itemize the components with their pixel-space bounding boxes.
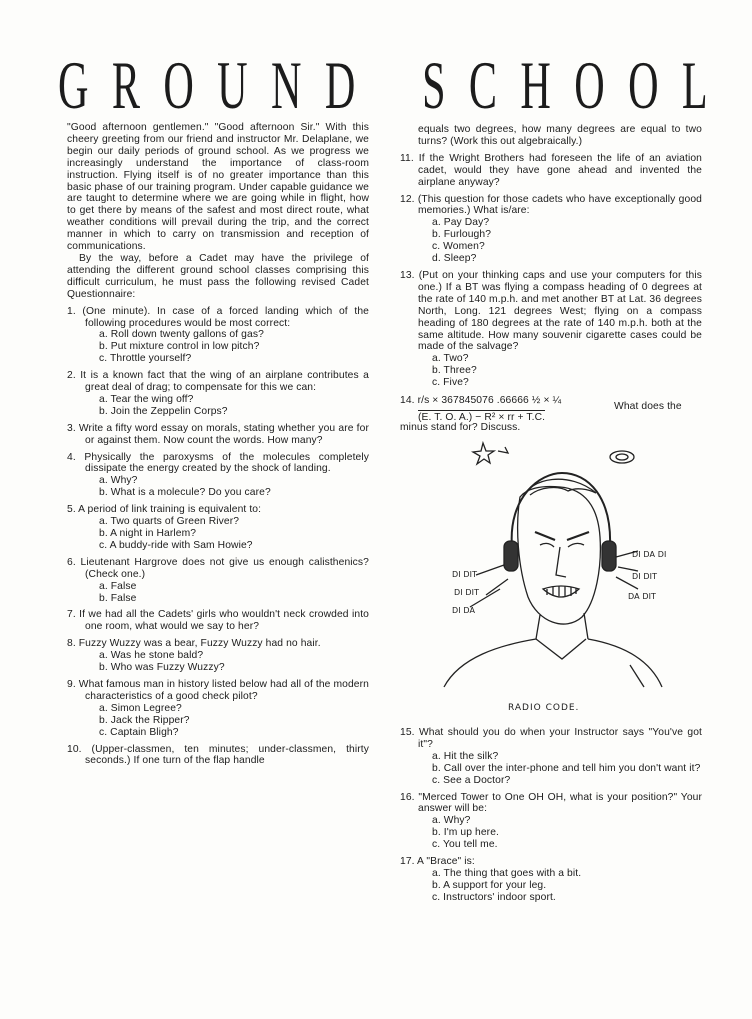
answer-option: d. Sleep? [432,253,477,265]
question-text: 1. (One minute). In case of a forced landing which of the following procedures would be most correct: [67,305,369,329]
title-letter: H [520,47,551,123]
answer-options [67,516,369,552]
question-item [400,194,702,265]
questionnaire-right [400,153,702,389]
question-item [67,504,369,552]
question-item [67,370,369,418]
question-text: 15. What should you do when your Instructor says "You've got it"? [400,727,702,750]
code-label: DI DIT [454,588,480,598]
question-text: 2. It is a known fact that the wing of an airplane contributes a great deal of drag; to compensate for this we can: [67,370,369,394]
code-label: DI DA DI [632,550,667,560]
answer-options [67,329,369,365]
answer-option: b. False [99,592,137,604]
formula-continuation: minus stand for? Discuss. [400,422,521,434]
question-continuation: equals two degrees, how many degrees are equal to two turns? (Work this out algebraically.) [418,124,702,147]
question-item [67,306,369,366]
answer-options [400,217,702,265]
answer-option: b. Three? [432,365,477,377]
answer-option: b. Who was Fuzzy Wuzzy? [99,662,225,674]
answer-option: b. What is a molecule? Do you care? [99,487,271,499]
answer-options [400,353,702,389]
question-item [67,452,369,500]
answer-option: a. Simon Legree? [99,702,182,714]
questionnaire-left [67,306,369,768]
title-letter: D [324,47,356,123]
left-column [67,122,369,767]
answer-option: a. Why? [432,815,471,827]
answer-option: c. Instructors' indoor sport. [432,891,556,903]
answer-option: b. A support for your leg. [432,879,547,891]
answer-options [67,703,369,739]
answer-option: b. Call over the inter-phone and tell him you don't want it? [432,762,701,774]
question-text: 5. A period of link training is equivalent to: [67,504,262,516]
question-item [67,638,369,674]
answer-option: b. Put mixture control in low pitch? [99,341,260,353]
answer-option: c. Captain Bligh? [99,726,179,738]
title-letter: O [628,47,659,123]
right-column [400,124,702,904]
answer-option: a. Two quarts of Green River? [99,516,240,528]
title-letter: S [422,47,446,123]
question-text: 11. If the Wright Brothers had foreseen the life of an aviation cadet, would they have gone ahead and invented the airplane anyway? [400,152,702,188]
answer-option: b. Join the Zeppelin Corps? [99,405,228,417]
question-item [67,744,369,768]
question-text: 9. What famous man in history listed below had all of the modern characteristics of a good check pilot? [67,678,369,702]
answer-options [400,868,702,904]
question-text: 10. (Upper-classmen, ten minutes; under-classmen, thirty seconds.) If one turn of the flap handle [67,743,369,767]
answer-option: a. Why? [99,475,138,487]
title-letter: O [574,47,605,123]
question-text: 8. Fuzzy Wuzzy was a bear, Fuzzy Wuzzy had no hair. [67,638,321,650]
intro-paragraph: "Good afternoon gentlemen." "Good afternoon Sir." With this cheery greeting from our friend and instructor Mr. Delaplane, we begin our daily periods of ground school. As we progress we increasingly understand the importance of class-room instruction. Flying itself is of no greater importance than this basic phase of our training program. Under capable guidance we are taught to determine where we are going while in flight, how to get there by means of the safest and most direct route, what weather conditions will prevail during the trip, and the correct manner in which to carry on transmission and reception of communications. [67,122,369,253]
code-label: DA DIT [628,592,657,602]
answer-option: b. A night in Harlem? [99,528,197,539]
title-letter: G [58,47,89,123]
question-item [400,270,702,389]
question-text: 12. (This question for those cadets who have exceptionally good memories.) What is/are: [400,193,702,217]
questionnaire-right-2 [400,727,702,904]
answer-options [400,751,702,787]
question-item [67,557,369,605]
answer-option: c. Throttle yourself? [99,353,192,365]
answer-option: c. You tell me. [432,839,498,851]
question-item [67,609,369,633]
answer-option: a. Tear the wing off? [99,393,194,405]
question-item [67,679,369,739]
question-item [400,727,702,787]
answer-options [67,650,369,674]
title-letter: C [468,47,498,123]
title-letter: N [271,47,302,123]
formula-denominator: (E. T. O. A.) − R² × rr + T.C. [418,412,546,424]
question-item [400,856,702,904]
question-text: 13. (Put on your thinking caps and use your computers for this one.) If a BT was flying a compass heading of 0 degrees at the rate of 140 m.p.h. and met another BT at Lat. 36 degrees North, Long. 121 degrees West; flying on a compass heading of 180 degrees at the rate of 140 m.p.h. both at the same altitude. How many souvenir cigarette cases could be made of the salvage? [400,269,702,353]
answer-option: a. Was he stone bald? [99,650,204,662]
code-label: DI DIT [452,570,478,580]
answer-option: c. See a Doctor? [432,774,511,786]
intro-paragraph: By the way, before a Cadet may have the privilege of attending the different ground school classes comprising this difficult curriculum, he must pass the following revised Cadet Questionnaire: [67,252,369,300]
formula-tail: What does the [614,401,682,413]
answer-option: c. Women? [432,241,485,253]
answer-options [400,815,702,851]
question-item [400,153,702,189]
answer-option: c. Five? [432,377,469,389]
question-text: 3. Write a fifty word essay on morals, stating whether you are for or against them. Now count the words. How many? [67,422,369,446]
question-item [67,423,369,447]
answer-option: a. Hit the silk? [432,750,499,762]
question-text: 16. "Merced Tower to One OH OH, what is your position?" Your answer will be: [400,791,702,815]
answer-option: b. I'm up here. [432,827,499,839]
answer-option: a. The thing that goes with a bit. [432,868,582,879]
answer-options [67,475,369,499]
answer-option: a. Pay Day? [432,217,490,229]
formula-numerator: 14. r/s × 367845076 .66666 ½ × ¼ [400,395,562,407]
figure-caption: RADIO CODE. [508,703,580,714]
title-letter: O [163,47,194,123]
question-text: 4. Physically the paroxysms of the molecules completely dissipate the energy created by the shock of landing. [67,451,369,475]
radio-code-cartoon [400,437,702,722]
answer-option: b. Furlough? [432,229,492,241]
question-14-formula [400,395,702,434]
code-label: DI DIT [632,572,658,582]
answer-option: c. A buddy-ride with Sam Howie? [99,539,253,551]
answer-option: a. Two? [432,353,469,365]
question-text: 17. A "Brace" is: [400,856,475,868]
answer-options [67,581,369,605]
code-label: DI DA [452,606,476,616]
page-title [58,47,708,123]
question-item [400,792,702,852]
title-letter: L [681,47,708,123]
question-text: 7. If we had all the Cadets' girls who wouldn't neck crowded into one room, what would we say to her? [67,609,369,633]
title-letter: U [217,47,248,123]
answer-options [67,394,369,418]
answer-option: a. Roll down twenty gallons of gas? [99,329,264,341]
answer-option: a. False [99,580,137,592]
title-letter: R [111,47,140,123]
question-text: 6. Lieutenant Hargrove does not give us enough calisthenics? (Check one.) [67,556,369,580]
answer-option: b. Jack the Ripper? [99,714,190,726]
